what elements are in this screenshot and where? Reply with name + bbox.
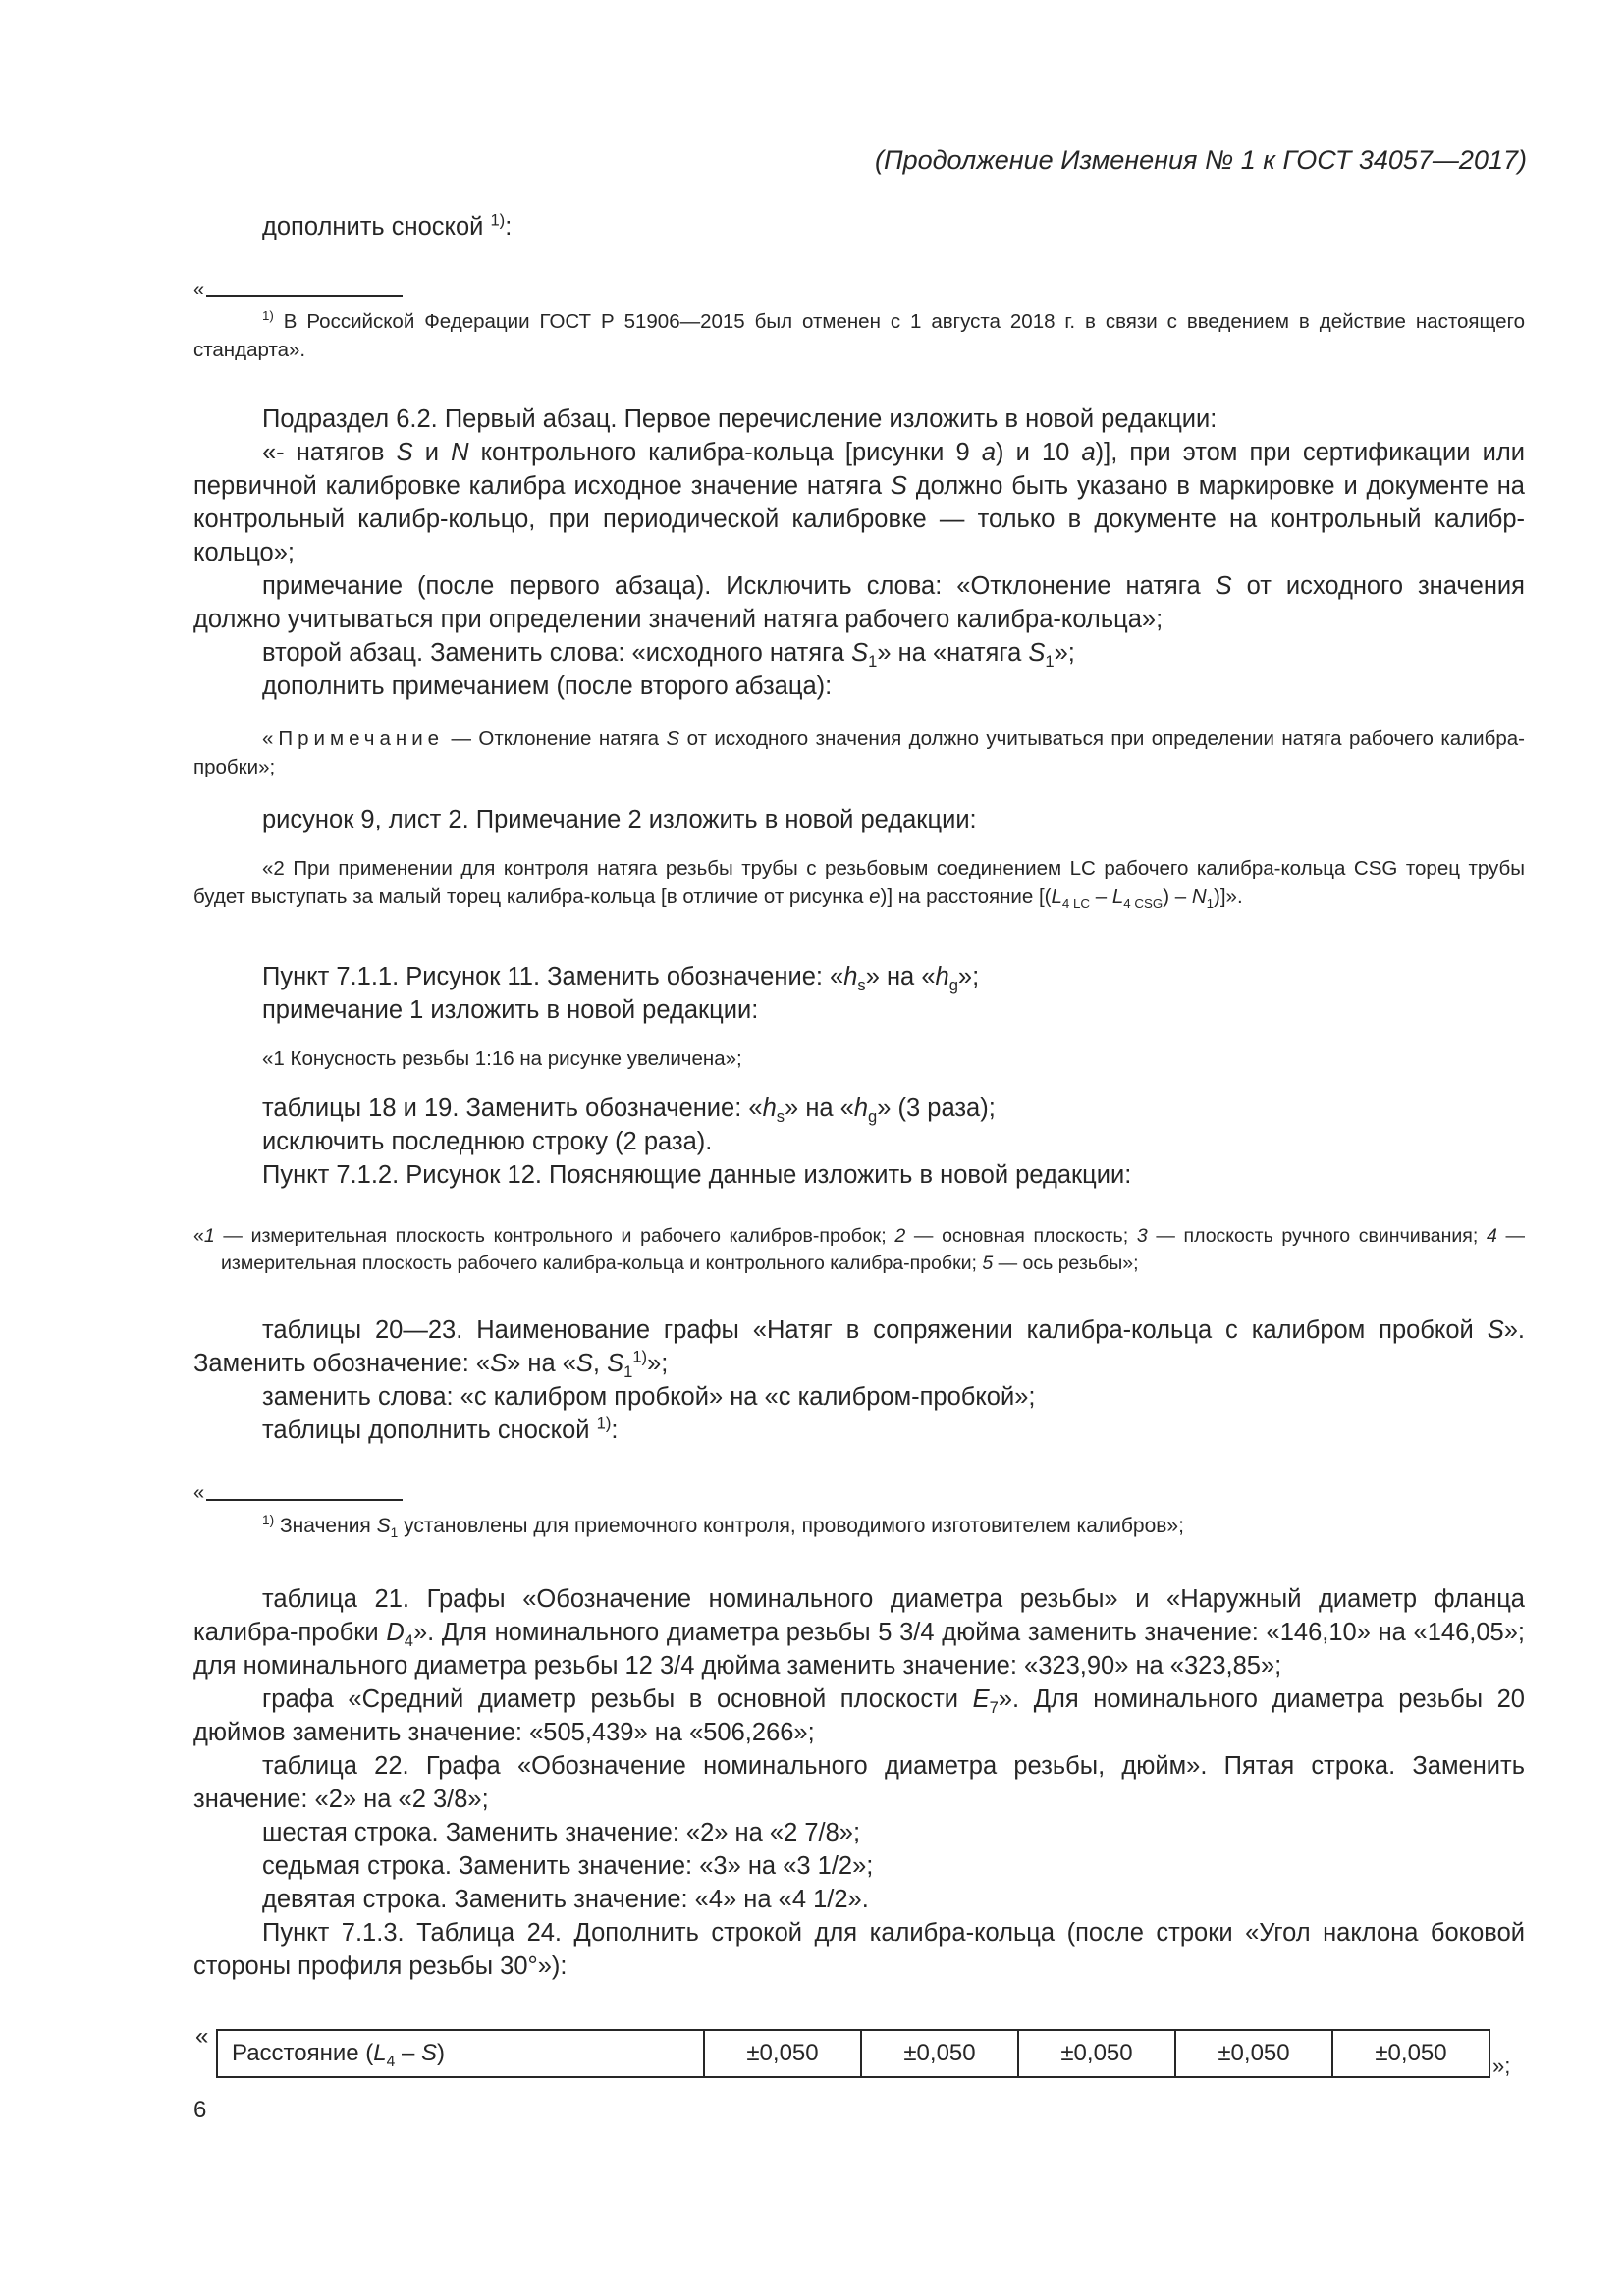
- table-cell: ±0,050: [1332, 2030, 1489, 2077]
- footnote-open-quote: «: [193, 279, 205, 300]
- table-21: таблица 21. Графы «Обозначение номинального диаметра резьбы» и «Наружный диаметр фланца калибра-пробки $D_4$». Для номинального диаметра резьбы 5 3/4 дюйма заменить значение: «146,10» на «146,05»; для номинального диаметра резьбы 12 3/4 дюйма заменить значение: «323,90» на «323,85»; графа «Средний диаметр резьбы в основной плоскости $E_7$». Для номинального диаметра резьбы 20 дюймов заменить значение: «505,439» на «506,266»;: [193, 1585, 1525, 1746]
- footnote-rule: [206, 295, 403, 297]
- table-cell: ±0,050: [1018, 2030, 1175, 2077]
- footnote-1: $^{1)}$ В Российской Федерации ГОСТ Р 51906—2015 был отменен с 1 августа 2018 г. в связи с введением в действие настоящего стандарта».: [193, 308, 1525, 361]
- tables-20-23: таблицы 20—23. Наименование графы «Натяг в сопряжении калибра-кольца с калибром пробкой S». Заменить обозначение: «S» на «S, $S_1^{1)}$»; заменить слова: «с калибром пробкой» на «с калибром-пробкой»; таблицы дополнить сноской $^{1)}$:: [193, 1316, 1525, 1444]
- table-cell: ±0,050: [861, 2030, 1018, 2077]
- table-open-quote: «: [195, 2023, 209, 2050]
- table-row-label: Расстояние $(L_4 - S)$: [217, 2030, 704, 2077]
- figure-12-legend: «1 — измерительная плоскость контрольного и рабочего калибров-пробок; 2 — основная плоскость; 3 — плоскость ручного свинчивания; 4 — измерительная плоскость рабочего калибра-кольца и контрольного калибра-пробки; 5 — ось резьбы»;: [193, 1225, 1526, 1274]
- table-24-row: [216, 2029, 1490, 2078]
- paragraph-add-footnote: дополнить сноской $^{1)}$:: [262, 210, 513, 240]
- table-cell: ±0,050: [704, 2030, 861, 2077]
- note-deviation: «Примечание — Отклонение натяга S от исходного значения должно учитываться при определении натяга рабочего калибра-пробки»;: [193, 727, 1525, 778]
- s62-line1: Подраздел 6.2. Первый абзац. Первое перечисление изложить в новой редакции:: [262, 405, 1218, 433]
- page-header: (Продолжение Изменения № 1 к ГОСТ 34057—2017): [875, 145, 1527, 175]
- tables-18-19: таблицы 18 и 19. Заменить обозначение: «$h_s$» на «$h_g$» (3 раза); исключить последнюю строку (2 раза). Пункт 7.1.2. Рисунок 12. Поясняющие данные изложить в новой редакции:: [262, 1095, 1132, 1189]
- s62-note-exclude: примечание (после первого абзаца). Исключить слова: «Отклонение натяга S от исходного значения должно учитываться при определении значений натяга рабочего калибра-кольца»;: [193, 572, 1525, 633]
- footnote-2-open-quote: «: [193, 1482, 205, 1504]
- s62-second-paragraph: второй абзац. Заменить слова: «исходного натяга $S_1$» на «натяга $S_1$»;: [262, 639, 1075, 671]
- item-7-1-1: Пункт 7.1.1. Рисунок 11. Заменить обозначение: «$h_s$» на «$h_g$»; примечание 1 изложить в новой редакции:: [262, 963, 980, 1024]
- table-cell: ±0,050: [1175, 2030, 1332, 2077]
- footnote-2: $^{1)}$ Значения $S_1$ установлены для приемочного контроля, проводимого изготовителем калибров»;: [262, 1513, 1184, 1541]
- s62-quote: «- натягов S и N контрольного калибра-кольца [рисунки 9 а) и 10 а)], при этом при сертификации или первичной калибровке калибра исходное значение натяга S должно быть указано в маркировке и документе на контрольный калибр-кольцо, при периодической калибровке — только в документе на контрольный калибр-кольцо»;: [193, 439, 1525, 566]
- table-22: таблица 22. Графа «Обозначение номинального диаметра резьбы, дюйм». Пятая строка. Заменить значение: «2» на «2 3/8»; шестая строка. Заменить значение: «2» на «2 7/8»; седьмая строка. Заменить значение: «3» на «3 1/2»; девятая строка. Заменить значение: «4» на «4 1/2». Пункт 7.1.3. Таблица 24. Дополнить строкой для калибра-кольца (после строки «Угол наклона боковой стороны профиля резьбы 30°»):: [193, 1752, 1525, 1980]
- figure-9-line: рисунок 9, лист 2. Примечание 2 изложить в новой редакции:: [262, 806, 977, 833]
- note-taper: «1 Конусность резьбы 1:16 на рисунке увеличена»;: [262, 1047, 742, 1070]
- page-number: 6: [193, 2097, 207, 2123]
- table-close-quote: »;: [1492, 2054, 1511, 2078]
- s62-add-note: дополнить примечанием (после второго абзаца):: [262, 672, 833, 700]
- subsection-6-2: [193, 402, 1525, 703]
- note-2: «2 При применении для контроля натяга резьбы трубы с резьбовым соединением LC рабочего калибра-кольца CSG торец трубы будет выступать за малый торец калибра-кольца [в отличие от рисунка е)] на расстояние $[(L_{4 LC} - L_{4 CSG}) - N_1)$]».: [193, 857, 1525, 912]
- table-row: [217, 2030, 1489, 2077]
- footnote-2-rule: [206, 1499, 403, 1501]
